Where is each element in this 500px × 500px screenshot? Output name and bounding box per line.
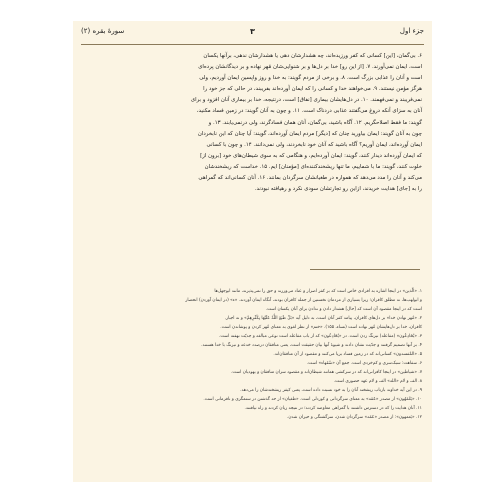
text-line: چون به آنان گویند: ایمان بیاورید چنان که [دیگر] مردم ایمان آورده‌اند، گویند: آیا چنان که این نابخردان [197, 130, 422, 137]
surah-label: سورۀ بقره (۲) [81, 27, 125, 35]
footnote-line: ۱۲. «یَعمهون»: از مصدر «عَمَه» سرگردان شدن، سرگشتگی و حیران شدن. [287, 415, 422, 420]
footnotes [85, 287, 422, 422]
footnote-line: ۵. «المُفسدون» کسانی‌اند که در زمین فساد برپا می‌کنند و مقصود از آن منافقان‌اند. [273, 352, 422, 357]
footnote-line: ۱. «الّذین» در اینجا اشاره به افرادی خاص است که بر کفر اصرار و عناد می‌ورزند و حق را نمی‌پذیرند، مانند ابوجهل‌ها [214, 289, 422, 294]
translation-text [85, 51, 422, 195]
text-line: هرگز مؤمن نیستند. ۹. می‌خواهند خدا و کسانی را که ایمان آورده‌اند بفریبند، در حالی که جز خود را [203, 86, 422, 93]
footnote-line: ۳. «یُخَادِعُون» (مفاعله) نیرنگ زدن است. در «یُخَادِعُون» که از باب مفاعله است نوعی مبالغه و جدیّت نهفته است. [218, 334, 422, 339]
page-number: ۳ [250, 27, 255, 36]
text-line: گویند: ما فقط اصلاحگریم. ۱۲. آگاه باشید، بی‌گمان، آنان همان فسادگرند، ولی درنمی‌یابند. ۱۳. و [208, 119, 422, 126]
footnote-line: کافران، خدا بر دل‌هایشان مُهر نهاده است (نساء، ۱۵۵). «ختم» از نظر لغوی به معنای مُهر کردن و پوشاندن است. [220, 325, 422, 330]
text-line: ۶. بی‌گمان، [این] کسانی که کفر ورزیده‌اند، چه هشدارشان دهی یا هشدارشان ندهی، برآنها یکسان [203, 53, 422, 59]
footnote-line: ۲. «مُهر نهادن خدا» بر دل‌های کافران، پیامد کفر آنان است، به دلیل آیه «بَلْ طَبَعَ اللَّهُ عَلَيْهَا بِكُفْرِهِمْ» و نه اجبار. [224, 316, 422, 321]
text-line: که ایمان آورده‌اند دیدار کنند، گویند: ایمان آورده‌ایم، و هنگامی که به سوی شیطان‌های خود [برون از] [200, 152, 422, 159]
page [73, 21, 432, 482]
footnote-separator [310, 269, 420, 270]
footnote-line: ۱۰. «یَعْمَهُون» از مصدر «عَمَه» به معنای سرگردانی و کوردلی است. «طغیان» از حد گذشتن در ستمگری و نافرمانی است. [203, 397, 422, 402]
text-line: ایمان آورده‌اند، ایمان آوریم؟ آگاه باشید که آنان خود نابخردند، ولی نمی‌دانند. ۱۴. و چون با کسانی [206, 141, 422, 148]
footnote-line: ۶. سفاهت: سبک‌سری و کم‌خردی است. جمع آن «سُفَهاء» است. [306, 361, 422, 366]
footnote-line: ۸. الف و لام «الله» الف و لام عهد حضوری است. [333, 379, 422, 384]
text-line: نمی‌فریبند و نمی‌فهمند. ۱۰. در دل‌هایشان بیماری [نفاق] است، درنتیجه، خدا بر بیماری آنان افزود و برای [190, 97, 422, 104]
footnote-line: ۱۱. آنان هدایت را که در دسترس داشتند با گمراهی معاوضه کردند؛ در نتیجه زیان کردند و راه نیافتند. [244, 406, 422, 411]
footnote-line: است که در اینجا مقصود آن است که [حال] هشدار دادن و ندادن برای آنان یکسان است. [265, 307, 422, 312]
text-line: را به [جای] هدایت خریدند، ازاین رو تجارتشان سودی نکرد و رهیافته نبودند. [254, 186, 422, 193]
footnote-line: ۷. «شیاطین» در اینجا کافرانی‌اند که در سرکشی همانند شیطان‌اند و مقصود سران منافقان و یهودیان است. [231, 370, 422, 375]
text-line: خلوت کنند، گویند: ما با شماییم، ما تنها ریشخندکننده‌ای [مؤمنان] ایم. ۱۵. خداست که ریشخندشان [204, 163, 422, 170]
text-line: آنان به سزای آنکه دروغ می‌گفتند عذابی دردناک است. ۱۱. و چون به آنان گویند: در زمین فساد مکنید، [196, 108, 422, 115]
text-line: می‌کند و آنان را مدد می‌دهد که همواره در طغیانشان سرگردان بمانند. ۱۶. آنان کسانی‌اند که گمراهی [198, 175, 422, 182]
footnote-line: ۹. در این آیه خداوند بازتاب ریشخند آنان را به خود نسبت داده است، یعنی کیفر ریشخندشان را می‌دهد. [240, 388, 422, 393]
footnote-line: و ابولهب‌ها، نه مطلق کافران؛ زیرا بسیاری از مردمان نخستین از جمله کافران بودند، آنگاه ایمان آوردند. «ء» (در ایمان آوردن) انحصار [185, 298, 422, 303]
header-rule [81, 44, 424, 45]
text-line: است، ایمان نمی‌آورند. ۷. [از این رو] خدا بر دل‌ها و بر شنوایی‌شان مُهر نهاده و بر دیدگانشان پرده‌ای [198, 64, 422, 71]
running-header [81, 27, 424, 41]
text-line: است و آنان را عذابی بزرگ است. ۸. و برخی از مردم گویند: به خدا و روز واپسین ایمان آوردیم، ولی [199, 75, 422, 82]
juz-label: جزء اول [399, 27, 424, 35]
footnote-line: ۴. بر آنها تصمیم گرفتند و جدّیت نشان دادند و شیوهٔ آنها بیان حقیقت است، یعنی منافقان درصدد خدعه و نیرنگ با خدا هستند. [201, 343, 422, 348]
